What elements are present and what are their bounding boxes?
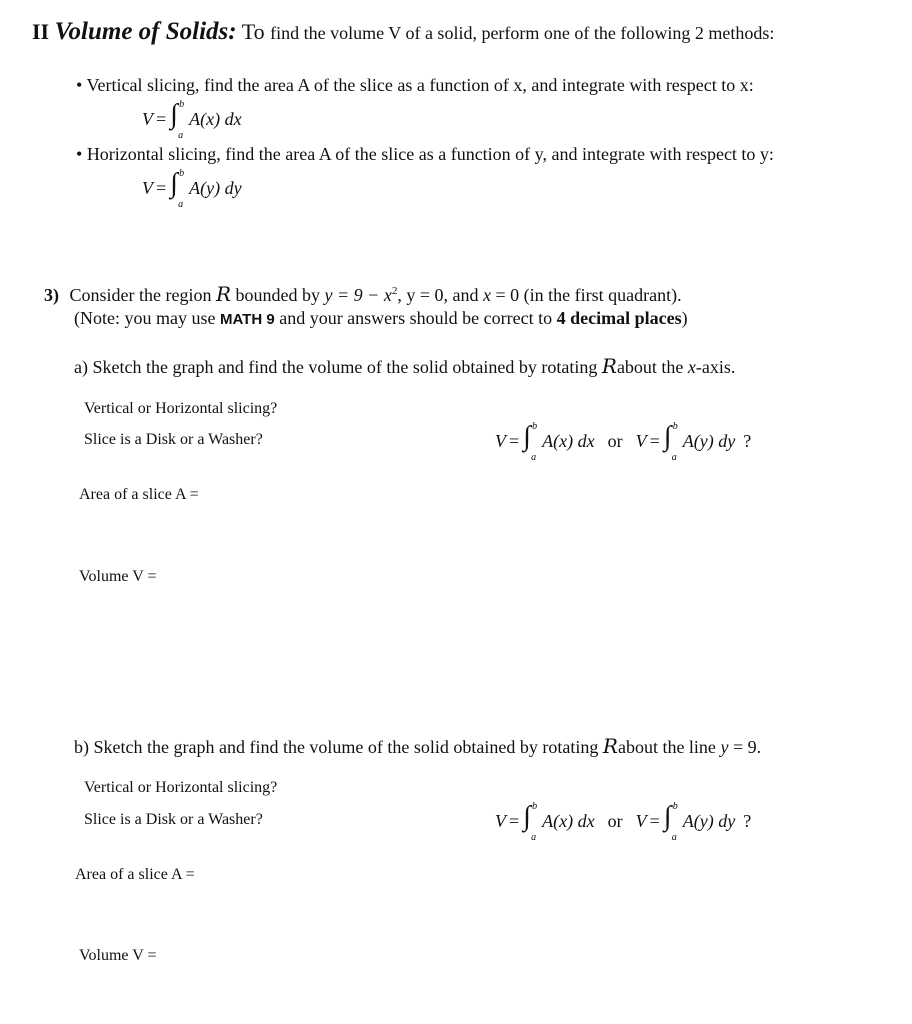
part-b-area-label: Area of a slice A = [75,866,195,883]
heading-rest: find the volume V of a solid, perform one of the following 2 methods: [270,23,775,43]
part-a-prompt: a) Sketch the graph and find the volume of the solid obtained by rotating Rabout the x-axis. [74,354,736,378]
region-symbol: R [215,282,232,306]
bullet: • [76,144,83,164]
part-b-prompt: b) Sketch the graph and find the volume of the solid obtained by rotating Rabout the line y = 9. [74,734,762,758]
region-symbol: R [601,354,617,378]
bullet: • [76,75,83,95]
part-a-q-disk-washer: Slice is a Disk or a Washer? [84,431,263,448]
integral-sign: ∫ b a [663,421,678,463]
section-title: Volume of Solids: [54,18,237,45]
section-roman-numeral: II [32,19,50,44]
integral-sign: ∫ b a [523,421,538,463]
method-horizontal [76,144,774,165]
formula-vertical: V = ∫ b a A(x) dx [142,99,242,141]
part-a-q-slicing: Vertical or Horizontal slicing? [84,400,278,417]
part-a-volume-label: Volume V = [79,568,157,585]
part-a-integral-choice: V = ∫ b a A(x) dx or V = ∫ b a A(y) dy ? [495,421,752,463]
part-b-volume-label: Volume V = [79,947,157,964]
heading-to: To [241,19,265,44]
problem-statement-line2: (Note: you may use MATH 9 and your answers should be correct to 4 decimal places) [74,308,688,328]
part-b-q-slicing: Vertical or Horizontal slicing? [84,779,278,796]
method-vertical-text: Vertical slicing, find the area A of the slice as a function of x, and integrate with respect to x: [86,75,754,95]
integral-sign: ∫ b a [170,99,185,141]
part-a-area-label: Area of a slice A = [79,486,199,503]
integral-sign: ∫ b a [523,801,538,843]
region-symbol: R [602,734,618,758]
formula-horizontal: V = ∫ b a A(y) dy [142,168,242,210]
part-b-integral-choice: V = ∫ b a A(x) dx or V = ∫ b a A(y) dy ? [495,801,752,843]
problem-statement-line1: 3) Consider the region R bounded by $y = 9 - x^2$, y = 0, and x = 0 (in the first quadrant). [44,282,682,306]
part-b-q-disk-washer: Slice is a Disk or a Washer? [84,811,263,828]
section-heading [32,18,774,46]
integral-sign: ∫ b a [663,801,678,843]
method-horizontal-text: Horizontal slicing, find the area A of the slice as a function of y, and integrate with respect to y: [86,144,774,164]
integral-sign: ∫ b a [170,168,185,210]
math9-label: MATH 9 [219,311,275,328]
method-vertical [76,75,754,96]
problem-number: 3) [44,285,59,305]
